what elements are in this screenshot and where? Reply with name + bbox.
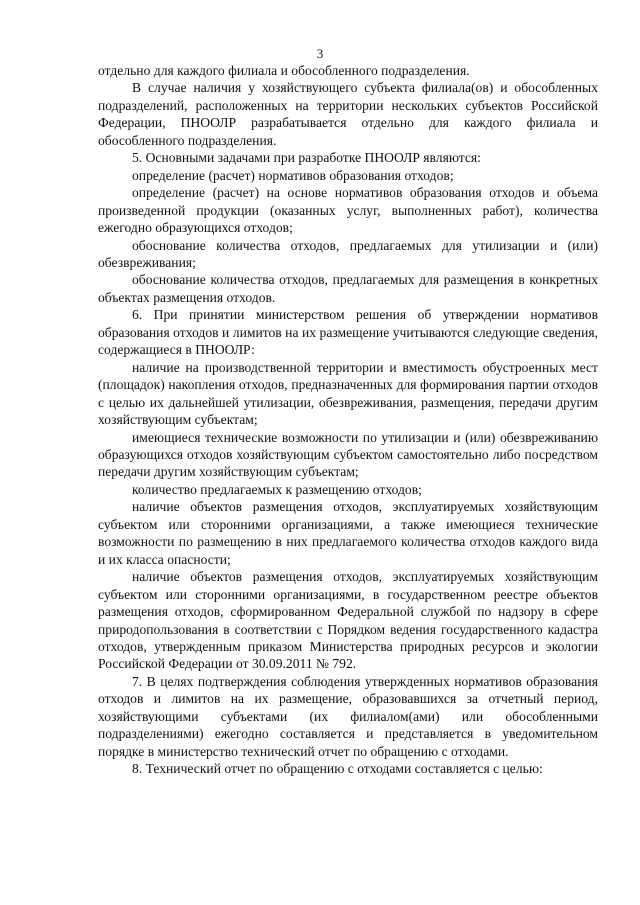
paragraph-item-5: 5. Основными задачами при разработке ПНООЛР являются: bbox=[132, 150, 481, 166]
paragraph-task-utilization: обоснование количества отходов, предлагаемых для утилизации и (или) обезвреживания; bbox=[98, 237, 598, 270]
paragraph-task-norms: определение (расчет) нормативов образования отходов; bbox=[132, 167, 454, 183]
document-body bbox=[98, 62, 598, 778]
paragraph-continuation: отдельно для каждого филиала и обособленного подразделения. bbox=[98, 63, 470, 78]
paragraph-item-6: 6. При принятии министерством решения об утверждении нормативов образования отходов и лимитов на их размещение учитываются следующие сведения, содержащиеся в ПНООЛР: bbox=[98, 307, 598, 358]
paragraph-info-technical-capabilities: имеющиеся технические возможности по утилизации и (или) обезвреживанию образующихся отходов хозяйствующим субъектом самостоятельно либо посредством передачи другим хозяйствующим субъектам; bbox=[98, 429, 598, 480]
paragraph-info-placement-objects: наличие объектов размещения отходов, эксплуатируемых хозяйствующим субъектом или сторонними организациями, а также имеющиеся технические возможности по размещению в них предлагаемого количества отходов каждого вида и их класса опасности; bbox=[98, 499, 598, 567]
paragraph-info-storage-sites: наличие на производственной территории и вместимость обустроенных мест (площадок) накопления отходов, предназначенных для формирования партии отходов с целью их дальнейшей утилизации, обезвреживания, размещения, передачи другим хозяйствующим субъектам; bbox=[98, 359, 598, 428]
paragraph-task-quantity: определение (расчет) на основе нормативов образования отходов и объема произведенной продукции (оказанных услуг, выполненных работ), количества ежегодно образующихся отходов; bbox=[98, 185, 598, 236]
paragraph-info-quantity: количество предлагаемых к размещению отходов; bbox=[132, 481, 422, 497]
paragraph-item-7: 7. В целях подтверждения соблюдения утвержденных нормативов образования отходов и лимитов на их размещение, образовавшихся за отчетный период, хозяйствующими субъектами (их филиалом(ами) или обособленными подразделениями) ежегодно составляется и представляется в уведомительном порядке в министерство технический отчет по обращению с отходами. bbox=[98, 673, 598, 759]
paragraph-info-state-register: наличие объектов размещения отходов, эксплуатируемых хозяйствующим субъектом или сторонними организациями, в государственном реестре объектов размещения отходов, сформированном Федеральной службой по надзору в сфере природопользования в соответствии с Порядком ведения государственного кадастра отходов, утвержденным приказом Министерства природных ресурсов и экологии Российской Федерации от 30.09.2011 № 792. bbox=[98, 569, 598, 672]
paragraph-task-placement: обоснование количества отходов, предлагаемых для размещения в конкретных объектах размещения отходов. bbox=[98, 272, 598, 305]
paragraph-branches: В случае наличия у хозяйствующего субъекта филиала(ов) и обособленных подразделений, расположенных на территории нескольких субъектов Российской Федерации, ПНООЛР разрабатывается отдельно для каждого филиала и обособленного подразделения. bbox=[98, 80, 598, 148]
paragraph-item-8: 8. Технический отчет по обращению с отходами составляется с целью: bbox=[132, 761, 543, 777]
page-number: 3 bbox=[316, 46, 324, 61]
